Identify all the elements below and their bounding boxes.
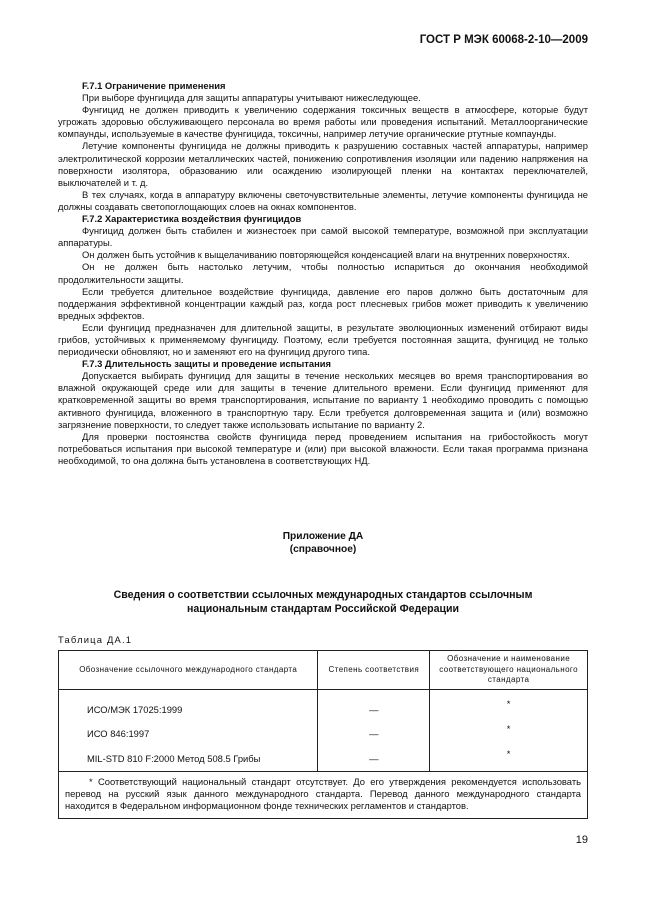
table-row (59, 721, 588, 746)
annex-title: Приложение ДА (282, 531, 364, 542)
table-row (59, 690, 588, 722)
table-cell: — (318, 690, 430, 722)
paragraph: Если требуется длительное воздействие фунгицида, давление его паров должно быть достаточным для поддержания эффективной концентрации каждый раз, когда рост плесневых грибов может приводить к увеличению вредных эффектов. (58, 285, 588, 321)
table-header-cell: Степень соответствия (318, 651, 430, 690)
table-cell: — (318, 746, 430, 772)
paragraph: Допускается выбирать фунгицид для защиты в течение нескольких месяцев во время транспортирования во влажной окружающей среде или для защиты в течение длительного времени. Если фунгицид применяют для кратковременной защиты во время транспортирования, испытание по варианту 1 необходимо проводить с помощью активного фунгицида, вложенного в транспортную тару. Если требуется долговременная защита и (или) возможно загрязнение поверхности, то следует также использовать испытание по варианту 2. (58, 370, 588, 430)
table-cell: ИСО 846:1997 (59, 721, 318, 746)
main-text (58, 80, 588, 467)
table-cell: * (430, 690, 588, 722)
annex-title-block (0, 530, 646, 556)
table-header-cell: Обозначение ссылочного международного стандарта (59, 651, 318, 690)
paragraph: Если фунгицид предназначен для длительной защиты, в результате эволюционных изменений отбирают виды грибов, устойчивых к применяемому фунгициду. Поэтому, если требуется постоянная защита, фунгицид не только периодически обновляют, но и заменяют его на фунгицид другого типа. (58, 321, 588, 358)
paragraph: Он должен быть устойчив к выщелачиванию повторяющейся конденсацией влаги на внутренних поверхностях. (82, 249, 570, 261)
table-cell: * (430, 746, 588, 772)
table-header-cell: Обозначение и наименование соответствующего национального стандарта (430, 651, 588, 690)
paragraph: Фунгицид не должен приводить к увеличению содержания токсичных веществ в атмосфере, которые будут угрожать здоровью обслуживающего персонала во время работы или проведения испытаний. Металлоорганические компаунды, используемые в качестве фунгицида, токсичны, например летучие органические ртутные компаунды. (58, 104, 588, 140)
page-number: 19 (575, 834, 588, 846)
paragraph: Фунгицид должен быть стабилен и жизнестоек при самой высокой температуре, возможной при эксплуатации аппаратуры. (58, 225, 588, 249)
table-caption: Таблица ДА.1 (58, 634, 133, 645)
annex-subtitle: (справочное) (289, 544, 357, 555)
paragraph: Для проверки постоянства свойств фунгицида перед проведением испытания на грибостойкость могут потребоваться испытания при высокой температуре и (или) при высокой влажности. Если такая программа признана необходимой, то она должна быть установлена в соответствующих НД. (58, 430, 588, 466)
paragraph: В тех случаях, когда в аппаратуру включены светочувствительные элементы, летучие компоненты фунгицида не должны создавать светопоглощающих слоев на окнах компонентов. (58, 188, 588, 212)
document-header: ГОСТ Р МЭК 60068-2-10—2009 (419, 34, 588, 46)
paragraph: Он не должен быть настолько летучим, чтобы полностью испариться до окончания необходимой продолжительности защиты. (58, 261, 588, 285)
table-cell: * (430, 721, 588, 746)
paragraph: Летучие компоненты фунгицида не должны приводить к разрушению составных частей аппаратуры, например электролитической коррозии металлических частей, понижению сопротивления изоляции или падению напряжения на поверхности изолятора, образованию или осаждению изолирующей пленки на контактах переключателей, выключателей и т. д. (58, 140, 588, 188)
section-heading: F.7.3 Длительность защиты и проведение испытания (82, 358, 332, 370)
table-cell: MIL-STD 810 F:2000 Метод 508.5 Грибы (59, 746, 318, 772)
table-cell: — (318, 721, 430, 746)
footnote-text: * Соответствующий национальный стандарт отсутствует. До его утверждения рекомендуется использовать перевод на русский язык данного международного стандарта. Перевод данного международного стандарта находится в Федеральном информационном фонде технических регламентов и стандартов. (65, 776, 581, 812)
table-row (59, 746, 588, 772)
table-footnote (59, 772, 588, 819)
annex-heading: Сведения о соответствии ссылочных международных стандартов ссылочным национальным стандартам Российской Федерации (113, 589, 533, 615)
paragraph: При выборе фунгицида для защиты аппаратуры учитывают нижеследующее. (82, 92, 421, 104)
section-heading: F.7.2 Характеристика воздействия фунгицидов (82, 213, 302, 225)
section-heading: F.7.1 Ограничение применения (82, 80, 226, 91)
table-cell: ИСО/МЭК 17025:1999 (59, 690, 318, 722)
reference-table (58, 650, 588, 819)
table-footnote-row (59, 772, 588, 819)
